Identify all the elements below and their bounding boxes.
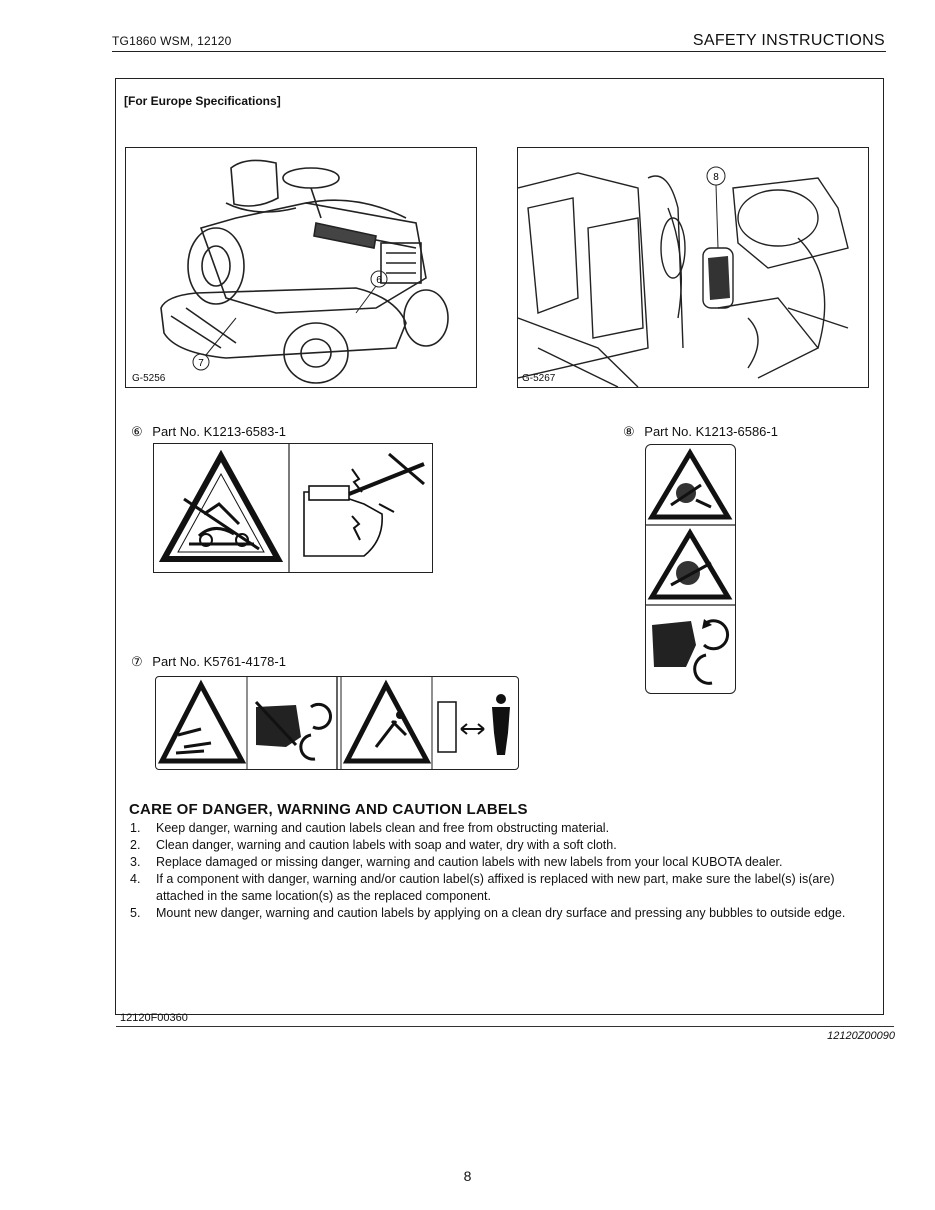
overturn-warning-icon — [164, 456, 278, 559]
part8-label-graphic — [646, 445, 735, 693]
engine-illustration — [517, 147, 869, 388]
doc-code: 12120F00360 — [120, 1012, 188, 1024]
callout-6: 6 — [376, 275, 382, 286]
part6-marker: ⑥ — [131, 424, 143, 439]
keep-distance-icon — [438, 694, 510, 755]
care-title: CARE OF DANGER, WARNING AND CAUTION LABELS — [129, 801, 528, 818]
callout-8: 8 — [713, 172, 719, 183]
part8-caption — [623, 424, 778, 440]
part7-number: Part No. K5761-4178-1 — [152, 654, 286, 669]
hand-rotating-icon — [652, 619, 728, 683]
part7-caption — [131, 654, 286, 670]
part8-number: Part No. K1213-6586-1 — [644, 424, 778, 439]
blade-warning-icon — [162, 685, 242, 761]
engine-drawing — [518, 148, 868, 387]
fan-warning-icon — [652, 453, 728, 517]
battery-spark-icon — [304, 454, 424, 556]
part7-marker: ⑦ — [131, 654, 143, 669]
part6-label-graphic — [154, 444, 432, 572]
header-rule — [112, 51, 886, 52]
part8-label — [645, 444, 736, 694]
list-item: 5. Mount new danger, warning and caution labels by applying on a clean dry surface and pressing any bubbles to outside edge. — [130, 906, 846, 920]
hand-blade-icon — [256, 702, 331, 759]
part8-marker: ⑧ — [623, 424, 635, 439]
care-list — [128, 820, 873, 922]
belt-warning-icon — [652, 533, 728, 597]
section-label: [For Europe Specifications] — [124, 94, 281, 108]
header-section-title: SAFETY INSTRUCTIONS — [692, 32, 885, 49]
mower-illustration — [125, 147, 477, 388]
mower-drawing — [126, 148, 476, 387]
header-doc-id: TG1860 WSM, 12120 — [112, 34, 232, 48]
part7-label-graphic — [156, 677, 518, 769]
part6-number: Part No. K1213-6583-1 — [152, 424, 286, 439]
part6-caption — [131, 424, 286, 440]
figure-code-left: G-5256 — [132, 373, 166, 384]
part6-label — [153, 443, 433, 573]
list-item: 2. Clean danger, warning and caution labels with soap and water, dry with a soft cloth. — [130, 838, 617, 852]
callout-7: 7 — [198, 358, 204, 369]
part7-label — [155, 676, 519, 770]
figure-code-right: G-5267 — [522, 373, 556, 384]
page-number: 8 — [463, 1168, 472, 1184]
list-item: 4. If a component with danger, warning and/or caution label(s) affixed is replaced with new part, make sure the label(s) is(are) attached in the same location(s) as the replaced component. — [130, 872, 835, 903]
footer-rule — [116, 1026, 894, 1027]
thrown-object-warning-icon — [347, 685, 427, 761]
list-item: 3. Replace damaged or missing danger, warning and caution labels with new labels from your local KUBOTA dealer. — [130, 855, 783, 869]
list-item: 1. Keep danger, warning and caution labels clean and free from obstructing material. — [130, 821, 610, 835]
reference-code: 12120Z00090 — [827, 1030, 895, 1042]
